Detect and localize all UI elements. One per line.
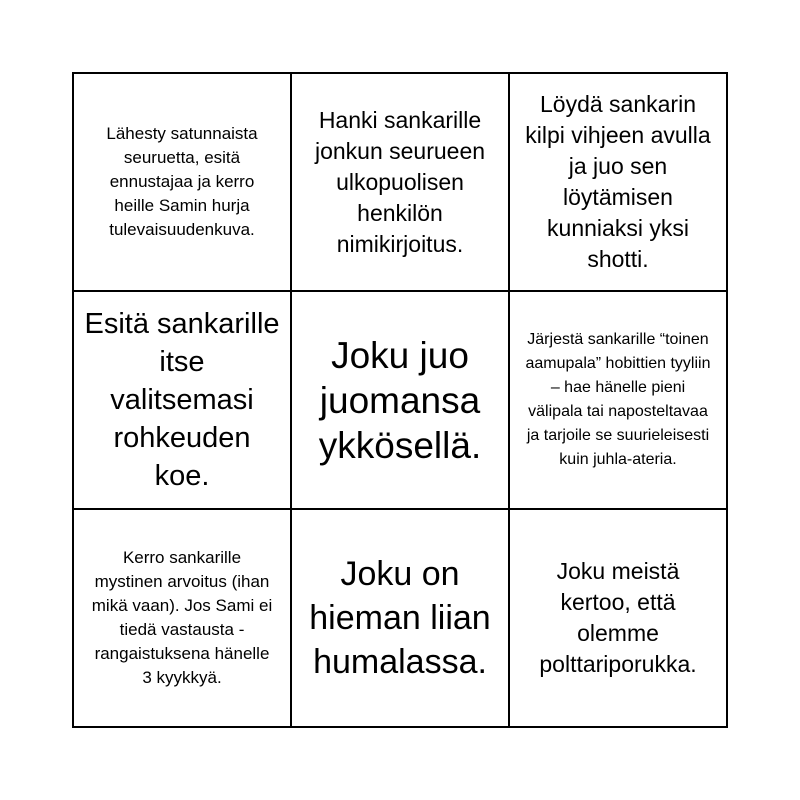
bingo-square-6[interactable] [510, 292, 726, 510]
bingo-square-9[interactable] [510, 510, 726, 726]
bingo-square-4[interactable] [74, 292, 292, 510]
bingo-square-text: Joku juo juomansa ykkösellä. [318, 334, 482, 466]
bingo-square-1[interactable] [74, 74, 292, 292]
bingo-square-text: Joku meistä kertoo, että olemme polttariporukka. [539, 558, 697, 677]
bingo-square-text: Järjestä sankarille “toinen aamupala” hobittien tyyliin – hae hänelle pieni välipala tai naposteltavaa ja tarjoile se suurieleisesti kuin juhla-ateria. [525, 331, 711, 468]
bingo-square-7[interactable] [74, 510, 292, 726]
bingo-square-text: Joku on hieman liian humalassa. [309, 555, 491, 681]
bingo-card [72, 72, 728, 728]
bingo-square-text: Lähesty satunnaista seuruetta, esitä ennustajaa ja kerro heille Samin hurja tulevaisuudenkuva. [106, 124, 258, 239]
bingo-square-8[interactable] [292, 510, 510, 726]
bingo-square-text: Kerro sankarille mystinen arvoitus (ihan mikä vaan). Jos Sami ei tiedä vastausta - rangaistuksena hänelle 3 kyykkyä. [91, 548, 273, 687]
bingo-square-3[interactable] [510, 74, 726, 292]
bingo-square-text: Löydä sankarin kilpi vihjeen avulla ja juo sen löytämisen kunniaksi yksi shotti. [525, 91, 711, 272]
bingo-square-2[interactable] [292, 74, 510, 292]
bingo-square-text: Hanki sankarille jonkun seurueen ulkopuolisen henkilön nimikirjoitus. [314, 106, 486, 257]
bingo-square-5[interactable] [292, 292, 510, 510]
bingo-square-text: Esitä sankarille itse valitsemasi rohkeuden koe. [84, 308, 280, 492]
